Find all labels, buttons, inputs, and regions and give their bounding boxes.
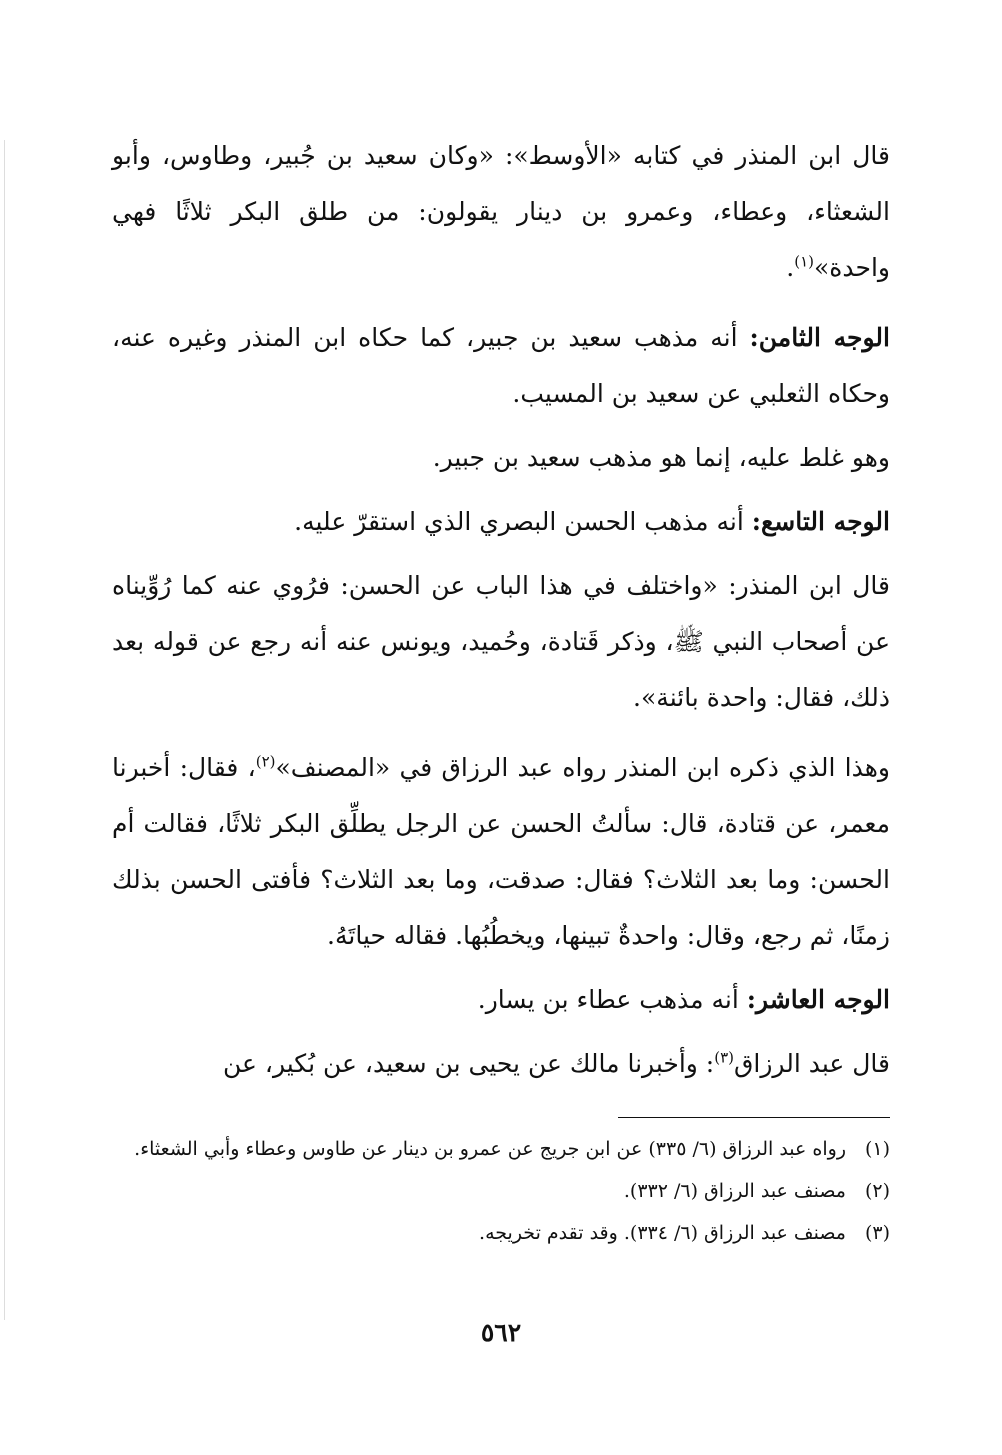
footnote-item [112,1170,890,1212]
scan-margin-line [4,140,5,1320]
paragraph-text: أنه مذهب عطاء بن يسار. [477,985,739,1014]
paragraph-text: : وأخبرنا مالك عن يحيى بن سعيد، عن بُكير، عن [222,1049,715,1078]
paragraph-malik-chain [112,1036,890,1092]
footnote-number: (٢) [864,1180,890,1202]
footnote-separator [618,1117,890,1118]
paragraph-text: وهو غلط عليه، إنما هو مذهب سعيد بن جبير. [432,443,890,472]
section-heading-tenth: الوجه العاشر: [746,985,890,1014]
footnote-number: (٣) [864,1222,890,1244]
paragraph-text: وهذا الذي ذكره ابن المنذر رواه عبد الرزاق في «المصنف» [275,753,891,782]
paragraph-tenth-aspect [112,972,890,1028]
footnote-text: رواه عبد الرزاق (٦/ ٣٣٥) عن ابن جريج عن عمرو بن دينار عن طاوس وعطاء وأبي الشعثاء. [134,1138,846,1160]
paragraph-text: أنه مذهب سعيد بن جبير، كما حكاه ابن المنذر وغيره عنه، وحكاه الثعلبي عن سعيد بن المسيب. [112,323,890,408]
paragraph-text: قال عبد الرزاق [734,1049,890,1078]
paragraph-eighth-aspect [112,310,890,422]
footnote-number: (١) [864,1138,890,1160]
page-body [112,128,890,1092]
footnotes [112,1128,890,1254]
paragraph-hasan-dispute [112,558,890,726]
footnote-ref-3[interactable]: (٣) [714,1048,735,1067]
section-heading-eighth: الوجه الثامن: [749,323,890,352]
footnote-ref-2[interactable]: (٢) [255,752,276,771]
paragraph-text: ، فقال: أخبرنا معمر، عن قتادة، قال: سألتُ الحسن عن الرجل يطلِّق البكر ثلاثًا، فقالت أم الحسن: وما بعد الثلاث؟ فقال: صدقت، وما بعد الثلاث؟ فأفتى الحسن بذلك زمنًا، ثم رجع، وقال: واحدةٌ تبينها، ويخطُبُها. فقاله حياتَهُ. [112,753,890,950]
footnote-text: مصنف عبد الرزاق (٦/ ٣٣٢). [623,1180,846,1202]
footnote-item [112,1128,890,1170]
paragraph-ibn-al-mundhir-quote: قال ابن المنذر في كتابه «الأوسط»: «وكان سعيد بن جُبير، وطاوس، وأبو الشعثاء، وعطاء، وعمرو بن دينار يقولون: من طلق البكر ثلاثًا فهي واحدة»$^{(١)}$. [112,141,890,282]
section-heading-ninth: الوجه التاسع: [751,507,890,536]
footnote-text: مصنف عبد الرزاق (٦/ ٣٣٤). وقد تقدم تخريجه. [479,1222,846,1244]
paragraph-text: قال ابن المنذر في كتابه «الأوسط»: «وكان سعيد بن جُبير، وطاوس، وأبو الشعثاء، وعطاء، وعمرو بن دينار يقولون: من طلق البكر ثلاثًا فهي واحدة» [112,141,890,282]
footnote-item [112,1212,890,1254]
paragraph-abd-al-razzaq-report [112,740,890,964]
paragraph-correction [112,430,890,486]
footnote-ref-1[interactable]: (١) [794,252,814,271]
paragraph-text: قال ابن المنذر: «واختلف في هذا الباب عن الحسن: فرُوي عنه كما رُوِّيناه عن أصحاب النبي ﷺ، وذكر قَتادة، وحُميد، ويونس عنه أنه رجع عن قوله بعد ذلك، فقال: واحدة بائنة». [112,571,890,712]
paragraph-ninth-aspect [112,494,890,550]
paragraph-text: أنه مذهب الحسن البصري الذي استقرّ عليه. [294,507,744,536]
page-number: ٥٦٢ [480,1318,522,1347]
